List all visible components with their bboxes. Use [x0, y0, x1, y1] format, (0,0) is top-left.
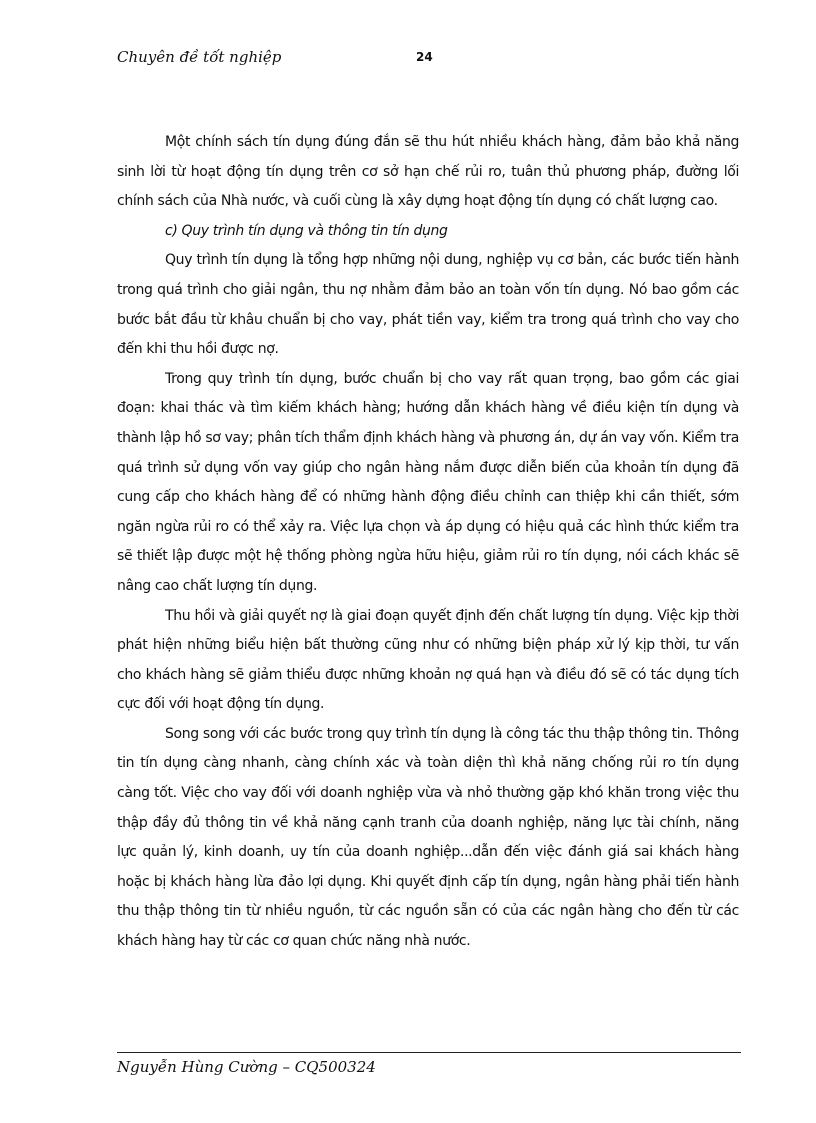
header-title: Chuyên đề tốt nghiệp: [117, 48, 282, 66]
document-body: [117, 128, 739, 957]
page-number: 24: [416, 50, 433, 64]
paragraph-2: Quy trình tín dụng là tổng hợp những nội dung, nghiệp vụ cơ bản, các bước tiến hành trong quá trình cho giải ngân, thu nợ nhằm đảm bảo an toàn vốn tín dụng. Nó bao gồm các bước bắt đầu từ khâu chuẩn bị cho vay, phát tiền vay, kiểm tra trong quá trình cho vay cho đến khi thu hồi được nợ.: [117, 252, 739, 358]
paragraph-5: Song song với các bước trong quy trình tín dụng là công tác thu thập thông tin. Thông tin tín dụng càng nhanh, càng chính xác và toàn diện thì khả năng chống rủi ro tín dụng càng tốt. Việc cho vay đối với doanh nghiệp vừa và nhỏ thường gặp khó khăn trong việc thu thập đầy đủ thông tin về khả năng cạnh tranh của doanh nghiệp, năng lực tài chính, năng lực quản lý, kinh doanh, uy tín của doanh nghiệp...dẫn đến việc đánh giá sai khách hàng hoặc bị khách hàng lừa đảo lợi dụng. Khi quyết định cấp tín dụng, ngân hàng phải tiến hành thu thập thông tin từ nhiều nguồn, từ các nguồn sẵn có của các ngân hàng cho đến từ các khách hàng hay từ các cơ quan chức năng nhà nước.: [117, 725, 739, 950]
section-heading: c) Quy trình tín dụng và thông tin tín dụng: [165, 222, 448, 239]
paragraph-1: Một chính sách tín dụng đúng đắn sẽ thu hút nhiều khách hàng, đảm bảo khả năng sinh lời từ hoạt động tín dụng trên cơ sở hạn chế rủi ro, tuân thủ phương pháp, đường lối chính sách của Nhà nước, và cuối cùng là xây dựng hoạt động tín dụng có chất lượng cao.: [117, 134, 739, 210]
footer-author: Nguyễn Hùng Cường – CQ500324: [117, 1058, 376, 1076]
paragraph-4: Thu hồi và giải quyết nợ là giai đoạn quyết định đến chất lượng tín dụng. Việc kịp thời phát hiện những biểu hiện bất thường cũng như có những biện pháp xử lý kịp thời, tư vấn cho khách hàng sẽ giảm thiểu được những khoản nợ quá hạn và điều đó sẽ có tác dụng tích cực đối với hoạt động tín dụng.: [117, 607, 739, 713]
footer-divider: [117, 1052, 741, 1053]
paragraph-3: Trong quy trình tín dụng, bước chuẩn bị cho vay rất quan trọng, bao gồm các giai đoạn: khai thác và tìm kiếm khách hàng; hướng dẫn khách hàng về điều kiện tín dụng và thành lập hồ sơ vay; phân tích thẩm định khách hàng và phương án, dự án vay vốn. Kiểm tra quá trình sử dụng vốn vay giúp cho ngân hàng nắm được diễn biến của khoản tín dụng đã cung cấp cho khách hàng để có những hành động điều chỉnh can thiệp khi cần thiết, sớm ngăn ngừa rủi ro có thể xảy ra. Việc lựa chọn và áp dụng có hiệu quả các hình thức kiểm tra sẽ thiết lập được một hệ thống phòng ngừa hữu hiệu, giảm rủi ro tín dụng, nói cách khác sẽ nâng cao chất lượng tín dụng.: [117, 370, 739, 594]
